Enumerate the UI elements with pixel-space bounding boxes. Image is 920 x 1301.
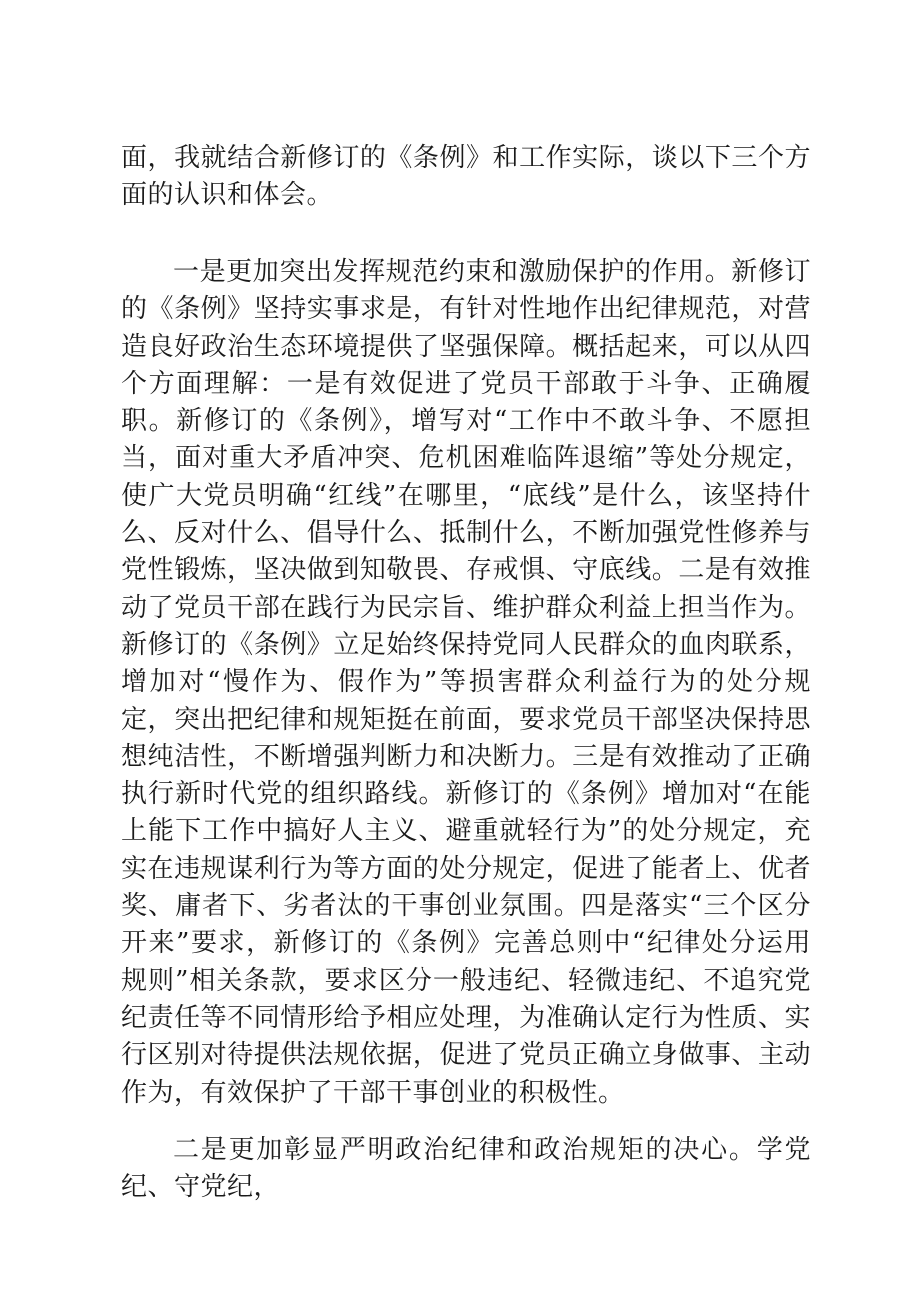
paragraph-text: 二是更加彰显严明政治纪律和政治规矩的决心。学党纪、守党纪， (121, 1135, 811, 1203)
paragraph-point-two (121, 1132, 811, 1207)
paragraph-text: 一是更加突出发挥规范约束和激励保护的作用。新修订的《条例》坚持实事求是，有针对性地作出纪律规范，对营造良好政治生态环境提供了坚强保障。概括起来，可以从四个方面理解：一是有效促进了党员干部敢于斗争、正确履职。新修订的《条例》，增写对“工作中不敢斗争、不愿担当，面对重大矛盾冲突、危机困难临阵退缩”等处分规定，使广大党员明确“红线”在哪里，“底线”是什么，该坚持什么、反对什么、倡导什么、抵制什么，不断加强党性修养与党性锻炼，坚决做到知敬畏、存戒惧、守底线。二是有效推动了党员干部在践行为民宗旨、维护群众利益上担当作为。新修订的《条例》立足始终保持党同人民群众的血肉联系，增加对“慢作为、假作为”等损害群众利益行为的处分规定，突出把纪律和规矩挺在前面，要求党员干部坚决保持思想纯洁性，不断增强判断力和决断力。三是有效推动了正确执行新时代党的组织路线。新修订的《条例》增加对“在能上能下工作中搞好人主义、避重就轻行为”的处分规定，充实在违规谋利行为等方面的处分规定，促进了能者上、优者奖、庸者下、劣者汰的干事创业氛围。四是落实“三个区分开来”要求，新修订的《条例》完善总则中“纪律处分运用规则”相关条款，要求区分一般违纪、轻微违纪、不追究党纪责任等不同情形给予相应处理，为准确认定行为性质、实行区别对待提供法规依据，促进了党员正确立身做事、主动作为，有效保护了干部干事创业的积极性。 (121, 257, 811, 1108)
paragraph-point-one (121, 254, 811, 1112)
paragraph-text: 面，我就结合新修订的《条例》和工作实际，谈以下三个方面的认识和体会。 (121, 143, 811, 211)
paragraph-intro-continued (121, 140, 811, 215)
